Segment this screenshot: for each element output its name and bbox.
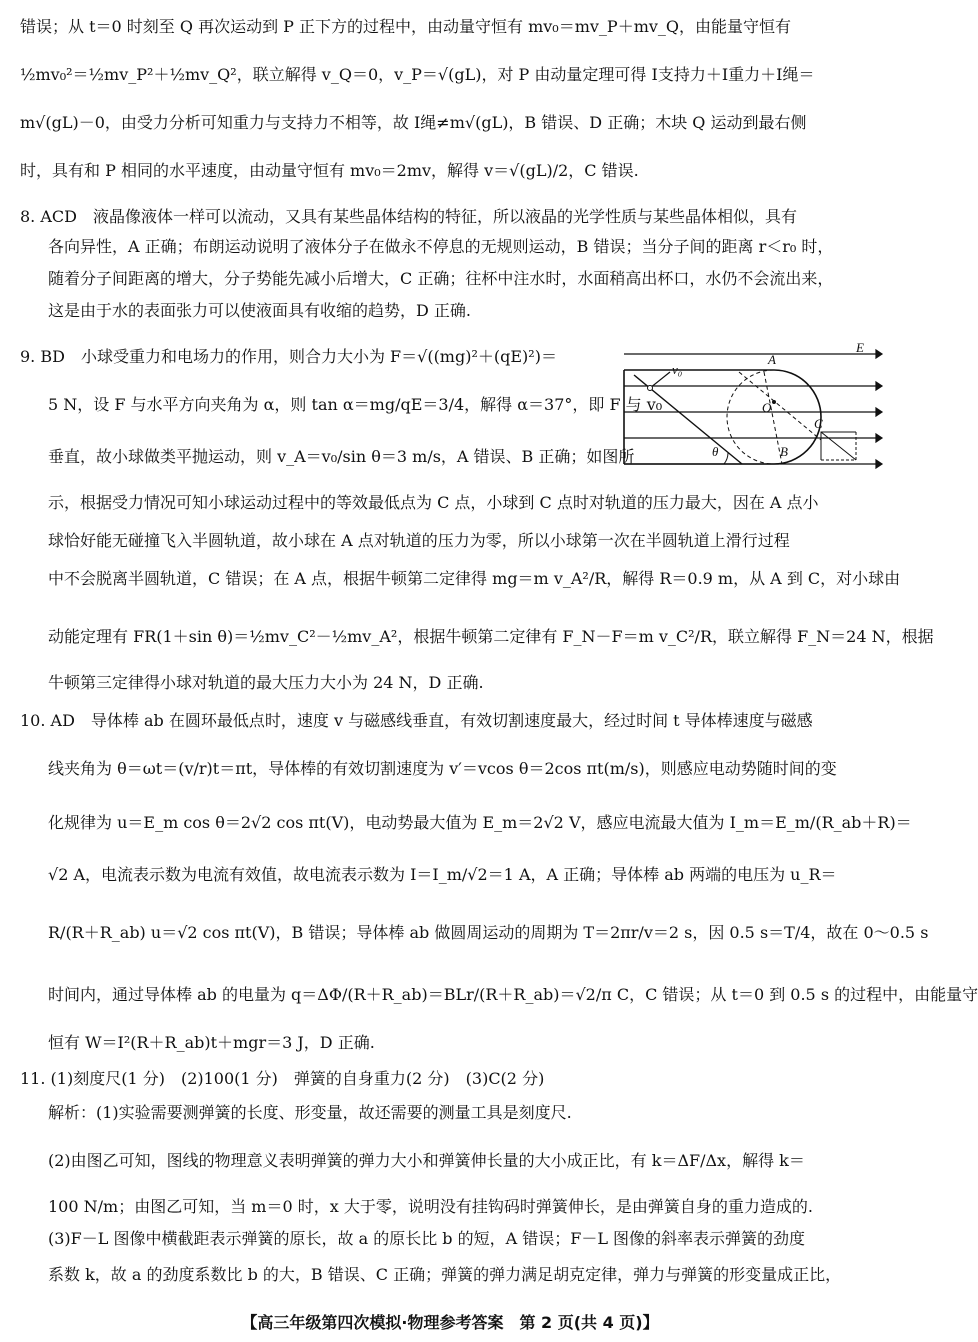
text-line: (2)由图乙可知，图线的物理意义表明弹簧的弹力大小和弹簧伸长量的大小成正比，有 k＝ΔF/Δx，解得 k＝ <box>48 1151 805 1170</box>
text-line: m√(gL)－0，由受力分析可知重力与支持力不相等，故 I绳≠m√(gL)，B 错误、D 正确；木块 Q 运动到最右侧 <box>20 113 807 132</box>
label-theta: θ <box>712 444 719 459</box>
field-arrow <box>876 382 882 390</box>
field-arrow <box>876 408 882 416</box>
label-b: B <box>780 444 788 459</box>
text-line: 解析：(1)实验需要测弹簧的长度、形变量，故还需要的测量工具是刻度尺. <box>48 1103 572 1122</box>
text-line: 这是由于水的表面张力可以使液面具有收缩的趋势，D 正确. <box>48 301 472 320</box>
label-c: C <box>814 416 823 431</box>
track-frame <box>624 370 821 464</box>
point-o <box>772 400 776 404</box>
ball <box>648 386 653 391</box>
text-line: 8. ACD 液晶像液体一样可以流动，又具有某些晶体结构的特征，所以液晶的光学性质与某些晶体相似，具有 <box>20 207 797 226</box>
text-line: 11. (1)刻度尺(1 分) (2)100(1 分) 弹簧的自身重力(2 分) (3)C(2 分) <box>20 1069 545 1088</box>
text-line: 100 N/m；由图乙可知，当 m＝0 时，x 大于零，说明没有挂钩码时弹簧伸长，是由弹簧自身的重力造成的. <box>48 1197 813 1216</box>
text-line: 垂直，故小球做类平抛运动，则 v_A＝v₀/sin θ＝3 m/s，A 错误、B 正确；如图所 <box>48 447 635 466</box>
text-line: 时间内，通过导体棒 ab 的电量为 q＝ΔΦ/(R＋R_ab)＝BLr/(R＋R_ab)＝√2/π C，C 错误；从 t＝0 到 0.5 s 的过程中，由能量守 <box>48 985 978 1004</box>
text-line: 中不会脱离半圆轨道，C 错误；在 A 点，根据牛顿第二定律得 mg＝m v_A²/R，解得 R＝0.9 m，从 A 到 C，对小球由 <box>48 569 901 588</box>
text-line: 化规律为 u＝E_m cos θ＝2√2 cos πt(V)，电动势最大值为 E_m＝2√2 V，感应电流最大值为 I_m＝E_m/(R_ab＋R)＝ <box>48 813 912 832</box>
text-line: √2 A，电流表示数为电流有效值，故电流表示数为 I＝I_m/√2＝1 A，A 正确；导体棒 ab 两端的电压为 u_R＝ <box>48 865 837 884</box>
text-line: 9. BD 小球受重力和电场力的作用，则合力大小为 F＝√((mg)²＋(qE)²)＝ <box>20 347 557 366</box>
text-line: 示，根据受力情况可知小球运动过程中的等效最低点为 C 点，小球到 C 点时对轨道的压力最大，因在 A 点小 <box>48 493 819 512</box>
theta-arc <box>724 453 728 464</box>
label-a: A <box>768 352 776 367</box>
text-line: 动能定理有 FR(1＋sin θ)＝½mv_C²－½mv_A²，根据牛顿第二定律有 F_N－F＝m v_C²/R，联立解得 F_N＝24 N，根据 <box>48 627 934 646</box>
label-v0: v₀ <box>672 362 683 377</box>
field-arrow <box>876 434 882 442</box>
field-arrow <box>876 350 882 358</box>
text-line: 系数 k，故 a 的劲度系数比 b 的大，B 错误、C 正确；弹簧的弹力满足胡克定律，弹力与弹簧的形变量成正比， <box>48 1265 842 1284</box>
text-line: 错误；从 t＝0 时刻至 Q 再次运动到 P 正下方的过程中，由动量守恒有 mv₀＝mv_P＋mv_Q，由能量守恒有 <box>20 17 792 36</box>
text-line: 随着分子间距离的增大，分子势能先减小后增大，C 正确；往杯中注水时，水面稍高出杯口，水仍不会流出来， <box>48 269 834 288</box>
text-line: R/(R＋R_ab) u＝√2 cos πt(V)，B 错误；导体棒 ab 做圆周运动的周期为 T＝2πr/v＝2 s，因 0.5 s＝T/4，故在 0～0.5 s <box>48 923 929 942</box>
text-line: 10. AD 导体棒 ab 在圆环最低点时，速度 v 与磁感线垂直，有效切割速度最大，经过时间 t 导体棒速度与磁感 <box>20 711 813 730</box>
text-line: 5 N，设 F 与水平方向夹角为 α，则 tan α＝mg/qE＝3/4，解得 α＝37°，即 F 与 v₀ <box>48 395 663 414</box>
text-line: 牛顿第三定律得小球对轨道的最大压力大小为 24 N，D 正确. <box>48 673 484 692</box>
text-line: 球恰好能无碰撞飞入半圆轨道，故小球在 A 点对轨道的压力为零，所以小球第一次在半圆轨道上滑行过程 <box>48 531 790 550</box>
label-e: E <box>856 340 864 355</box>
text-line: 各向异性，A 正确；布朗运动说明了液体分子在做永不停息的无规则运动，B 错误；当分子间的距离 r＜r₀ 时， <box>48 237 834 256</box>
page-footer: 【高三年级第四次模拟·物理参考答案 第 2 页(共 4 页)】 <box>241 1313 659 1332</box>
text-line: 恒有 W＝I²(R＋R_ab)t＋mgr＝3 J，D 正确. <box>48 1033 375 1052</box>
label-o: O <box>762 400 772 415</box>
text-line: 线夹角为 θ＝ωt＝(v/r)t＝πt，导体棒的有效切割速度为 v′＝vcos θ＝2cos πt(m/s)，则感应电动势随时间的变 <box>48 759 837 778</box>
text-line: (3)F－L 图像中横截距表示弹簧的原长，故 a 的原长比 b 的短，A 错误；F－L 图像的斜率表示弹簧的劲度 <box>48 1229 806 1248</box>
force-diagram <box>821 432 856 460</box>
text-line: 时，具有和 P 相同的水平速度，由动量守恒有 mv₀＝2mv，解得 v＝√(gL)/2，C 错误. <box>20 161 639 180</box>
physics-figure <box>624 340 882 472</box>
text-line: ½mv₀²＝½mv_P²＋½mv_Q²，联立解得 v_Q＝0，v_P＝√(gL)，对 P 由动量定理可得 I支持力＋I重力＋I绳＝ <box>20 65 815 84</box>
field-arrow <box>876 460 882 468</box>
